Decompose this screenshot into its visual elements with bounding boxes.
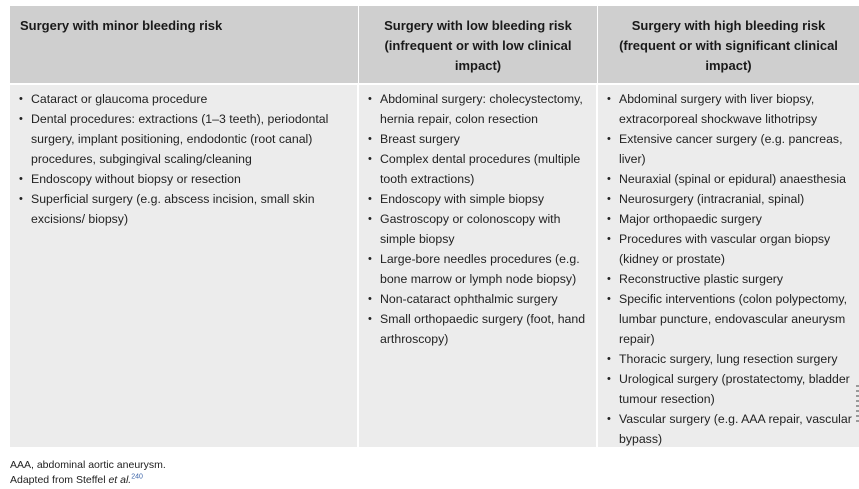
list-item: • Small orthopaedic surgery (foot, hand arthroscopy): [367, 309, 590, 349]
header-low-risk: Surgery with low bleeding risk (infrequent or with low clinical impact): [359, 6, 598, 83]
abbreviation-footnote: AAA, abdominal aortic aneurysm.: [10, 459, 166, 471]
minor-risk-list: [18, 89, 351, 229]
list-item: • Procedures with vascular organ biopsy (kidney or prostate): [606, 229, 853, 269]
list-item: • Gastroscopy or colonoscopy with simple biopsy: [367, 209, 590, 249]
source-footnote: [10, 473, 166, 488]
list-item: • Breast surgery: [367, 129, 590, 149]
list-item: • Specific interventions (colon polypectomy, lumbar puncture, endovascular aneurysm repair): [606, 289, 853, 349]
list-item: • Urological surgery (prostatectomy, bladder tumour resection): [606, 369, 853, 409]
list-item: • Neuraxial (spinal or epidural) anaesthesia: [606, 169, 853, 189]
column-minor-risk: [10, 83, 359, 447]
header-high-risk: Surgery with high bleeding risk (frequent or with significant clinical impact): [598, 6, 859, 83]
source-etal: et al.: [108, 474, 132, 486]
list-item: • Abdominal surgery: cholecystectomy, hernia repair, colon resection: [367, 89, 590, 129]
list-item: • Vascular surgery (e.g. AAA repair, vascular bypass): [606, 409, 853, 449]
column-low-risk: [359, 83, 598, 447]
header-minor-risk: Surgery with minor bleeding risk: [10, 6, 359, 83]
list-item: • Thoracic surgery, lung resection surgery: [606, 349, 853, 369]
list-item: • Reconstructive plastic surgery: [606, 269, 853, 289]
list-item: • Neurosurgery (intracranial, spinal): [606, 189, 853, 209]
list-item: • Endoscopy with simple biopsy: [367, 189, 590, 209]
list-item: • Abdominal surgery with liver biopsy, extracorporeal shockwave lithotripsy: [606, 89, 853, 129]
list-item: • Large-bore needles procedures (e.g. bone marrow or lymph node biopsy): [367, 249, 590, 289]
column-high-risk: [598, 83, 859, 447]
list-item: • Non-cataract ophthalmic surgery: [367, 289, 590, 309]
list-item: • Extensive cancer surgery (e.g. pancreas, liver): [606, 129, 853, 169]
source-reference-link[interactable]: 240: [131, 473, 143, 481]
source-prefix: Adapted from Steffel: [10, 474, 109, 486]
high-risk-list: [606, 89, 853, 449]
list-item: • Major orthopaedic surgery: [606, 209, 853, 229]
table-footnotes: [10, 458, 166, 488]
bleeding-risk-table: [10, 6, 859, 447]
low-risk-list: [367, 89, 590, 349]
list-item: • Superficial surgery (e.g. abscess incision, small skin excisions/ biopsy): [18, 189, 351, 229]
list-item: • Dental procedures: extractions (1–3 teeth), periodontal surgery, implant positioning, endodontic (root canal) procedures, subgingival scaling/cleaning: [18, 109, 351, 169]
list-item: • Cataract or glaucoma procedure: [18, 89, 351, 109]
list-item: • Endoscopy without biopsy or resection: [18, 169, 351, 189]
list-item: • Complex dental procedures (multiple tooth extractions): [367, 149, 590, 189]
